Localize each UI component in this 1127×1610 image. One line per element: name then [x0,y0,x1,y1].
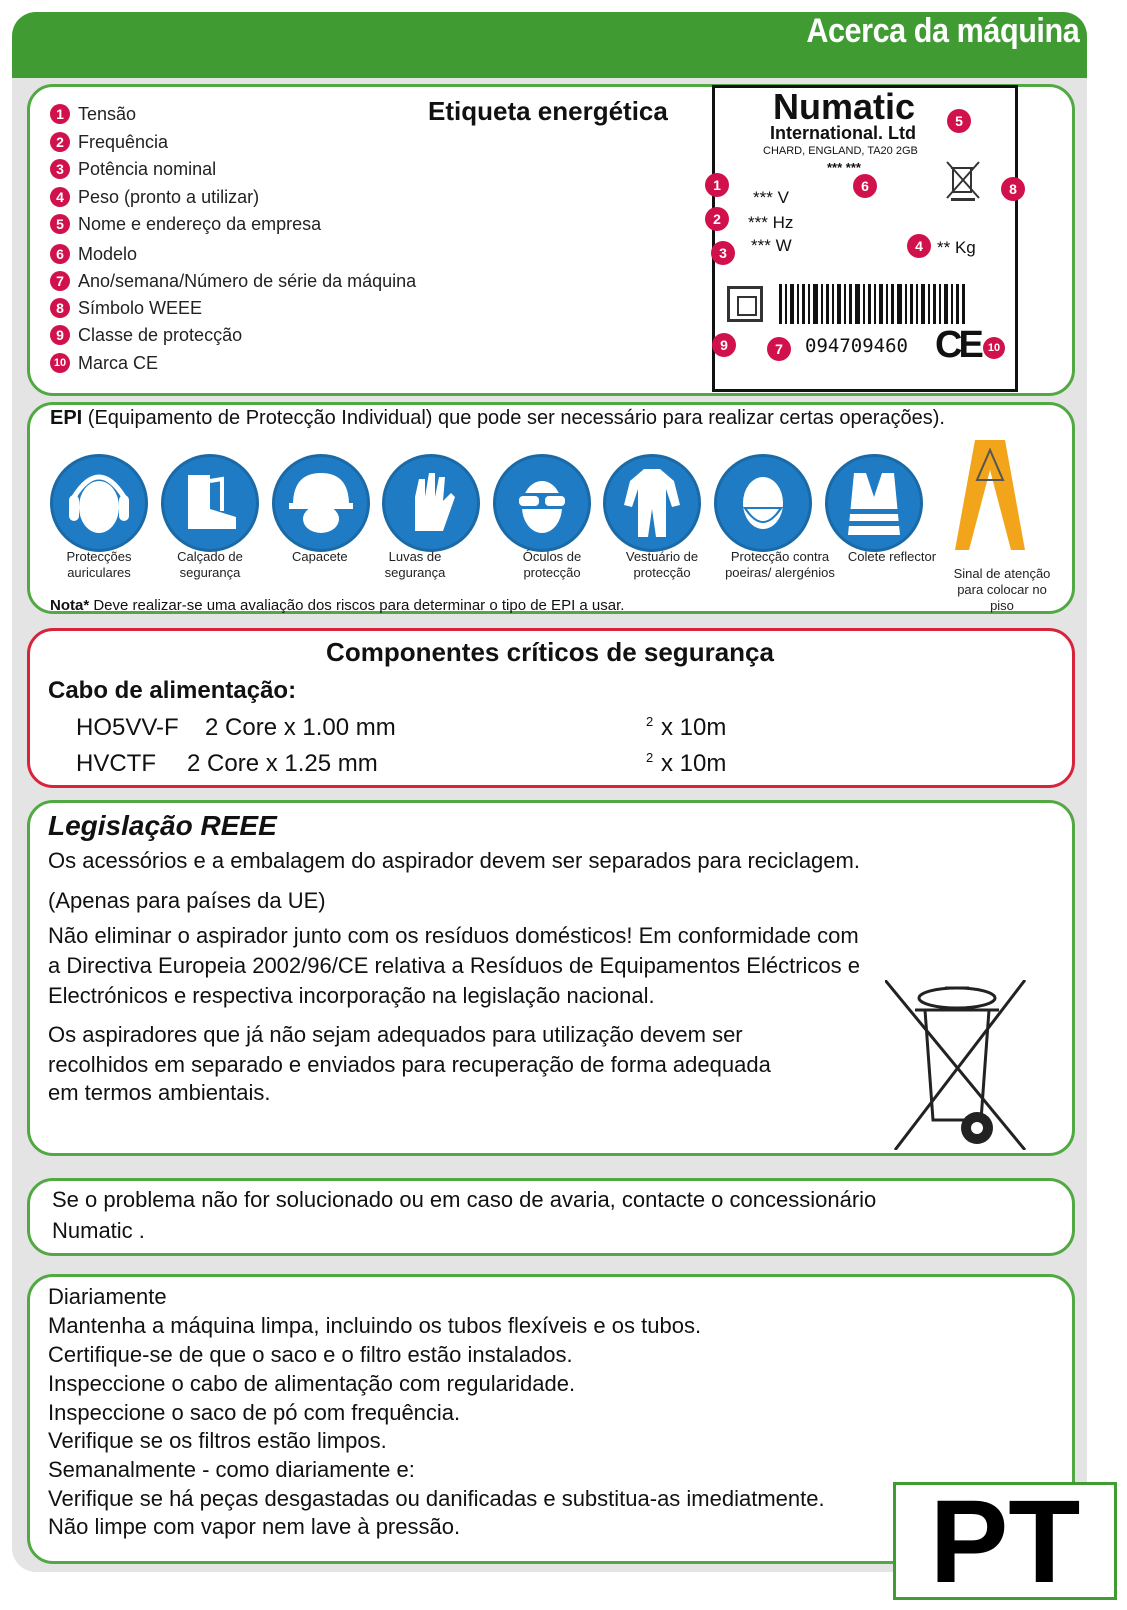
plate-brand: Numatic [773,86,916,127]
language-code: PT [929,1476,1081,1608]
critical-subtitle: Cabo de alimentação: [48,677,297,704]
energy-label-title: Etiqueta energética [428,96,668,126]
list-item: 5 Nome e endereço da empresa [50,213,321,235]
cable-type: HO5VV-F [76,714,179,741]
gloves-icon [382,454,480,552]
language-badge [893,1476,1117,1608]
cable-spec: 2 Core x 1.00 mm [205,714,396,741]
floor-sign-icon [955,440,1025,565]
plate-weight: ** Kg [937,238,976,257]
maintenance-line: Inspeccione o saco de pó com frequência. [48,1400,461,1425]
reflective-vest-icon [825,454,923,552]
callout-6: 6 [853,174,877,198]
plate-company: International. Ltd [770,123,916,143]
weee-text: Electrónicos e respectiva incorporação na legislação nacional. [48,983,655,1008]
plate-power: *** W [751,236,792,255]
callout-8: 8 [1001,177,1025,201]
maintenance-line: Verifique se os filtros estão limpos. [48,1428,387,1453]
weee-text: em termos ambientais. [48,1080,271,1105]
epi-label: Sinal de atenção para colocar no piso [953,566,1051,613]
maintenance-line: Verifique se há peças desgastadas ou danificadas e substitua-as imediatmente. [48,1486,825,1511]
maintenance-line: Não limpe com vapor nem lave à pressão. [48,1514,461,1539]
critical-title: Componentes críticos de segurança [326,637,774,667]
helmet-icon [272,454,370,552]
callout-10: 10 [983,337,1005,359]
list-item: 10 Marca CE [50,352,158,374]
rating-plate [712,85,1018,392]
epi-label: Capacete [292,549,348,564]
callout-2: 2 [705,207,729,231]
class-ii-icon [727,286,763,322]
callout-3: 3 [711,241,735,265]
cable-length: x 10m [661,750,727,777]
cable-length: x 10m [661,714,727,741]
safety-boots-icon [161,454,259,552]
cable-sup: 2 [646,750,654,765]
weee-text: recolhidos em separado e enviados para recuperação de forma adequada [48,1052,771,1077]
callout-9: 9 [712,333,736,357]
list-item: 6 Modelo [50,243,137,265]
maintenance-line: Mantenha a máquina limpa, incluindo os tubos flexíveis e os tubos. [48,1313,702,1338]
cable-spec: 2 Core x 1.25 mm [187,750,378,777]
list-item: 1 Tensão [50,103,136,125]
weee-text: Não eliminar o aspirador junto com os resíduos domésticos! Em conformidade com [48,923,859,948]
epi-note: Nota* Deve realizar-se uma avaliação dos riscos para determinar o tipo de EPI a usar. [50,597,625,614]
dust-mask-icon [714,454,812,552]
contact-text: Numatic . [52,1218,145,1243]
weee-title: Legislação REEE [48,810,277,841]
weee-text: Os acessórios e a embalagem do aspirador devem ser separados para reciclagem. [48,848,860,873]
protective-clothing-icon [603,454,701,552]
cable-sup: 2 [646,714,654,729]
weee-text: a Directiva Europeia 2002/96/CE relativa a Resíduos de Equipamentos Eléctricos e [48,953,861,978]
plate-serial: 094709460 [805,335,908,357]
epi-lead: EPI (Equipamento de Protecção Individual) que pode ser necessário para realizar certas operações). [50,407,945,429]
list-item: 8 Símbolo WEEE [50,297,202,319]
list-item: 4 Peso (pronto a utilizar) [50,186,259,208]
plate-model: *** *** [827,160,861,175]
plate-frequency: *** Hz [748,213,794,232]
epi-label: Luvas de segurança [384,549,446,580]
list-item: 9 Classe de protecção [50,324,242,346]
list-item: 3 Potência nominal [50,158,216,180]
epi-label: Colete reflector [847,549,937,564]
list-item: 2 Frequência [50,131,168,153]
ce-mark: CE [935,324,980,366]
maintenance-line: Semanalmente - como diariamente e: [48,1457,415,1482]
ear-protection-icon [50,454,148,552]
callout-4: 4 [907,234,931,258]
epi-label: Protecção contra poeiras/ alergénios [725,549,835,580]
page-title: Acerca da máquina [806,12,1079,50]
plate-voltage: *** V [753,188,789,207]
epi-label: Protecções auriculares [66,549,132,580]
plate-address: CHARD, ENGLAND, TA20 2GB [763,145,918,157]
crossed-bin-icon [885,980,1030,1155]
epi-label: Vestuário de protecção [625,549,699,580]
epi-label: Calçado de segurança [177,549,243,580]
goggles-icon [493,454,591,552]
epi-label: Óculos de protecção [522,549,582,580]
cable-type: HVCTF [76,750,156,777]
maintenance-line: Inspeccione o cabo de alimentação com regularidade. [48,1371,576,1396]
maintenance-line: Certifique-se de que o saco e o filtro estão instalados. [48,1342,573,1367]
contact-text: Se o problema não for solucionado ou em caso de avaria, contacte o concessionário [52,1187,877,1212]
weee-bin-icon [943,158,983,207]
list-item: 7 Ano/semana/Número de série da máquina [50,270,416,292]
callout-5: 5 [947,109,971,133]
callout-7: 7 [767,337,791,361]
weee-text: Os aspiradores que já não sejam adequados para utilização devem ser [48,1022,743,1047]
weee-text: (Apenas para países da UE) [48,888,326,913]
barcode [779,284,965,329]
maintenance-line: Diariamente [48,1284,167,1309]
callout-1: 1 [705,173,729,197]
